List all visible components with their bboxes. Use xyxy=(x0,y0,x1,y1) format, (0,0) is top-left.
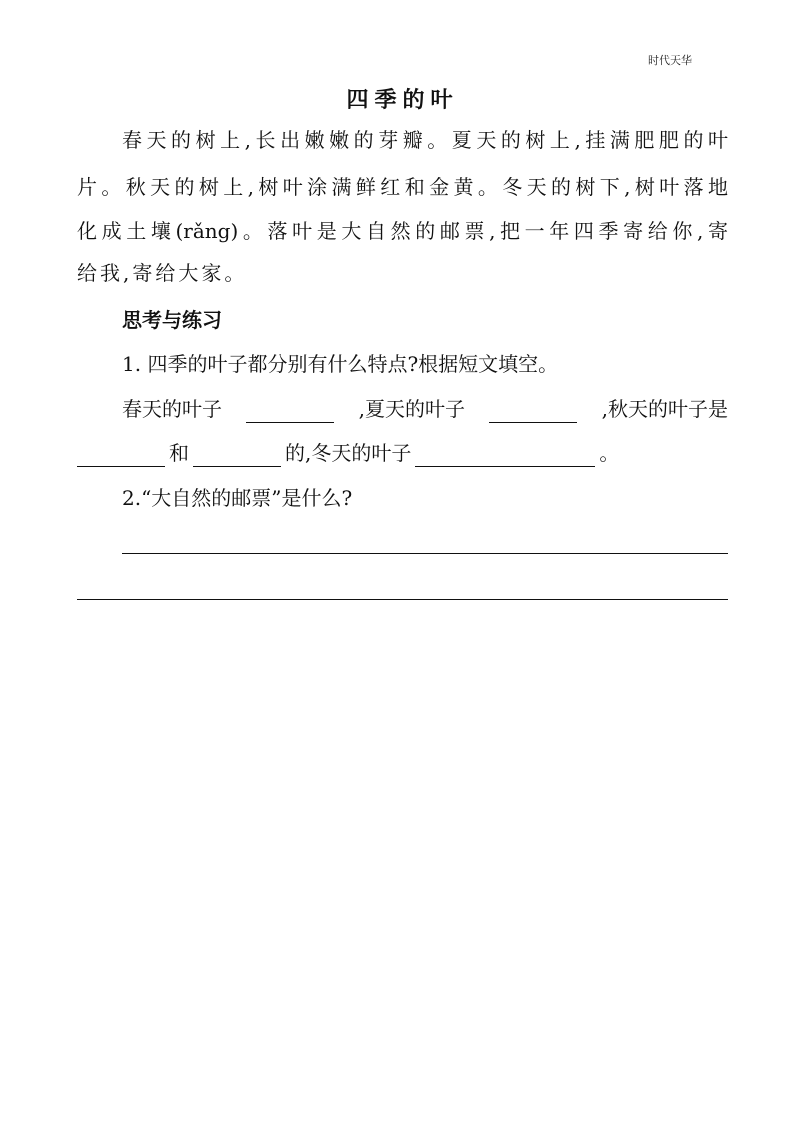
page-title: 四季的叶 xyxy=(346,87,459,113)
passage-line: 春天的树上,长出嫩嫩的芽瓣。夏天的树上,挂满肥肥的叶 xyxy=(122,128,728,152)
fill-text: 和 xyxy=(169,441,189,465)
fill-text: ,夏天的叶子 xyxy=(358,397,465,421)
answer-blank-spring[interactable] xyxy=(246,400,334,423)
answer-line-2[interactable] xyxy=(77,599,728,600)
q1-fill-line-2 xyxy=(77,439,619,467)
answer-blank-autumn-1[interactable] xyxy=(77,444,165,467)
fill-text: 。 xyxy=(599,441,620,465)
answer-line-1[interactable] xyxy=(122,553,728,554)
answer-blank-winter[interactable] xyxy=(415,444,595,467)
exercise-heading: 思考与练习 xyxy=(122,308,222,332)
question-2: 2.“大自然的邮票”是什么? xyxy=(122,486,353,510)
passage-line: 化成土壤(rǎng)。落叶是大自然的邮票,把一年四季寄给你,寄 xyxy=(77,219,728,243)
passage-line: 给我,寄给大家。 xyxy=(77,261,248,285)
brand-label: 时代天华 xyxy=(648,54,692,67)
fill-text: 的,冬天的叶子 xyxy=(285,441,412,465)
answer-blank-summer[interactable] xyxy=(489,400,577,423)
q1-fill-line-1 xyxy=(122,395,728,423)
passage-line: 片。秋天的树上,树叶涂满鲜红和金黄。冬天的树下,树叶落地 xyxy=(77,175,728,199)
fill-text: 春天的叶子 xyxy=(122,397,222,421)
fill-text: ,秋天的叶子是 xyxy=(601,397,728,421)
answer-blank-autumn-2[interactable] xyxy=(193,444,281,467)
question-1: 1. 四季的叶子都分别有什么特点?根据短文填空。 xyxy=(122,352,559,376)
